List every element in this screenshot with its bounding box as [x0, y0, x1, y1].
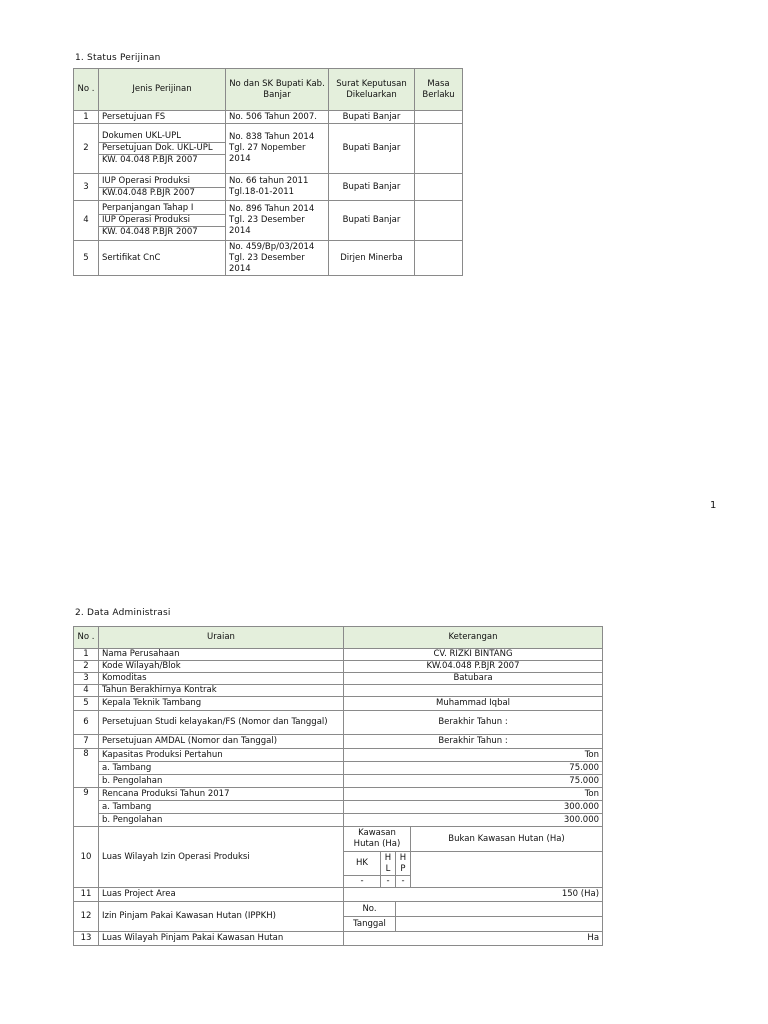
row-no: 7 [74, 735, 99, 749]
row-uraian: Persetujuan AMDAL (Nomor dan Tanggal) [99, 735, 344, 749]
row-no: 1 [74, 649, 99, 661]
row-no: 6 [74, 711, 99, 735]
row-jenis [99, 174, 226, 201]
row-keterangan: 150 (Ha) [344, 888, 603, 902]
row-sk: No. 66 tahun 2011 Tgl.18-01-2011 [226, 174, 329, 201]
page-number: 1 [710, 500, 717, 511]
jenis-line: Persetujuan Dok. UKL-UPL [99, 143, 225, 155]
row-masa [415, 111, 463, 124]
row-jenis [99, 201, 226, 241]
row-masa [415, 174, 463, 201]
row-jenis: Sertifikat CnC [99, 241, 226, 276]
header-surat: Surat Keputusan Dikeluarkan [329, 69, 415, 111]
row-no: 9 [74, 788, 99, 827]
kawasan-hutan-header: Kawasan Hutan (Ha) [344, 827, 411, 852]
row-uraian: Luas Wilayah Izin Operasi Produksi [99, 827, 344, 888]
row-keterangan: CV. RIZKI BINTANG [344, 649, 603, 661]
row-uraian: Luas Project Area [99, 888, 344, 902]
row-uraian: Komoditas [99, 673, 344, 685]
header-no: No . [74, 69, 99, 111]
row-uraian: Rencana Produksi Tahun 2017 [99, 788, 344, 801]
row-keterangan [344, 685, 603, 697]
row-no: 1 [74, 111, 99, 124]
row-keterangan: Berakhir Tahun : [344, 735, 603, 749]
row-sub-uraian: a. Tambang [99, 801, 344, 814]
row-masa [415, 124, 463, 174]
row-no: 2 [74, 124, 99, 174]
hl-header: H L [381, 852, 396, 876]
row-no: 3 [74, 174, 99, 201]
row-uraian: Tahun Berakhirnya Kontrak [99, 685, 344, 697]
row-uraian: Kode Wilayah/Blok [99, 661, 344, 673]
row-no: 11 [74, 888, 99, 902]
row-sub-value: 300.000 [344, 801, 603, 814]
status-perijinan-table [73, 68, 463, 276]
bukan-kawasan-value [411, 852, 603, 888]
row-keterangan: Ton [344, 788, 603, 801]
row-sk: No. 506 Tahun 2007. [226, 111, 329, 124]
row-surat: Bupati Banjar [329, 111, 415, 124]
header-masa: Masa Berlaku [415, 69, 463, 111]
row-masa [415, 241, 463, 276]
row-keterangan: Berakhir Tahun : [344, 711, 603, 735]
row-sub-value: 300.000 [344, 814, 603, 827]
row-keterangan: Batubara [344, 673, 603, 685]
row-surat: Dirjen Minerba [329, 241, 415, 276]
row-no: 13 [74, 932, 99, 946]
ippkh-no-value [396, 902, 603, 917]
ippkh-tanggal-label: Tanggal [344, 917, 396, 932]
section-1-title: 1. Status Perijinan [75, 53, 161, 63]
hk-value: - [344, 876, 381, 888]
row-no: 4 [74, 685, 99, 697]
ippkh-no-label: No. [344, 902, 396, 917]
row-jenis: Persetujuan FS [99, 111, 226, 124]
hk-header: HK [344, 852, 381, 876]
row-sub-uraian: b. Pengolahan [99, 775, 344, 788]
row-uraian: Kapasitas Produksi Pertahun [99, 749, 344, 762]
row-keterangan: Ha [344, 932, 603, 946]
row-sk: No. 838 Tahun 2014 Tgl. 27 Nopember 2014 [226, 124, 329, 174]
hp-header: H P [396, 852, 411, 876]
header-sk: No dan SK Bupati Kab. Banjar [226, 69, 329, 111]
jenis-line: Perpanjangan Tahap I [99, 203, 225, 215]
row-surat: Bupati Banjar [329, 174, 415, 201]
row-surat: Bupati Banjar [329, 124, 415, 174]
jenis-line: KW. 04.048 P.BJR 2007 [102, 155, 198, 165]
row-masa [415, 201, 463, 241]
row-uraian: Kepala Teknik Tambang [99, 697, 344, 711]
jenis-line: KW. 04.048 P.BJR 2007 [102, 227, 198, 237]
row-keterangan: KW.04.048 P.BJR 2007 [344, 661, 603, 673]
row-keterangan: Muhammad Iqbal [344, 697, 603, 711]
row-sub-value: 75.000 [344, 775, 603, 788]
jenis-line: IUP Operasi Produksi [99, 176, 225, 188]
header-no: No . [74, 627, 99, 649]
row-no: 4 [74, 201, 99, 241]
row-uraian: Nama Perusahaan [99, 649, 344, 661]
jenis-line: IUP Operasi Produksi [99, 215, 225, 227]
ippkh-tanggal-value [396, 917, 603, 932]
row-jenis [99, 124, 226, 174]
row-uraian: Persetujuan Studi kelayakan/FS (Nomor dan Tanggal) [99, 711, 344, 735]
hp-value: - [396, 876, 411, 888]
section-2-title: 2. Data Administrasi [75, 608, 171, 618]
row-uraian: Izin Pinjam Pakai Kawasan Hutan (IPPKH) [99, 902, 344, 932]
row-no: 3 [74, 673, 99, 685]
row-sub-value: 75.000 [344, 762, 603, 775]
header-uraian: Uraian [99, 627, 344, 649]
header-keterangan: Keterangan [344, 627, 603, 649]
row-no: 2 [74, 661, 99, 673]
row-no: 5 [74, 241, 99, 276]
row-uraian: Luas Wilayah Pinjam Pakai Kawasan Hutan [99, 932, 344, 946]
row-no: 5 [74, 697, 99, 711]
row-no: 8 [74, 749, 99, 788]
jenis-line: Dokumen UKL-UPL [99, 131, 225, 143]
hl-value: - [381, 876, 396, 888]
header-jenis: Jenis Perijinan [99, 69, 226, 111]
bukan-kawasan-header: Bukan Kawasan Hutan (Ha) [411, 827, 603, 852]
row-keterangan: Ton [344, 749, 603, 762]
data-administrasi-table [73, 626, 603, 946]
row-sub-uraian: b. Pengolahan [99, 814, 344, 827]
row-surat: Bupati Banjar [329, 201, 415, 241]
row-sub-uraian: a. Tambang [99, 762, 344, 775]
jenis-line: KW.04.048 P.BJR 2007 [102, 187, 195, 198]
row-sk: No. 896 Tahun 2014 Tgl. 23 Desember 2014 [226, 201, 329, 241]
row-no: 10 [74, 827, 99, 888]
row-no: 12 [74, 902, 99, 932]
row-sk: No. 459/Bp/03/2014 Tgl. 23 Desember 2014 [226, 241, 329, 276]
